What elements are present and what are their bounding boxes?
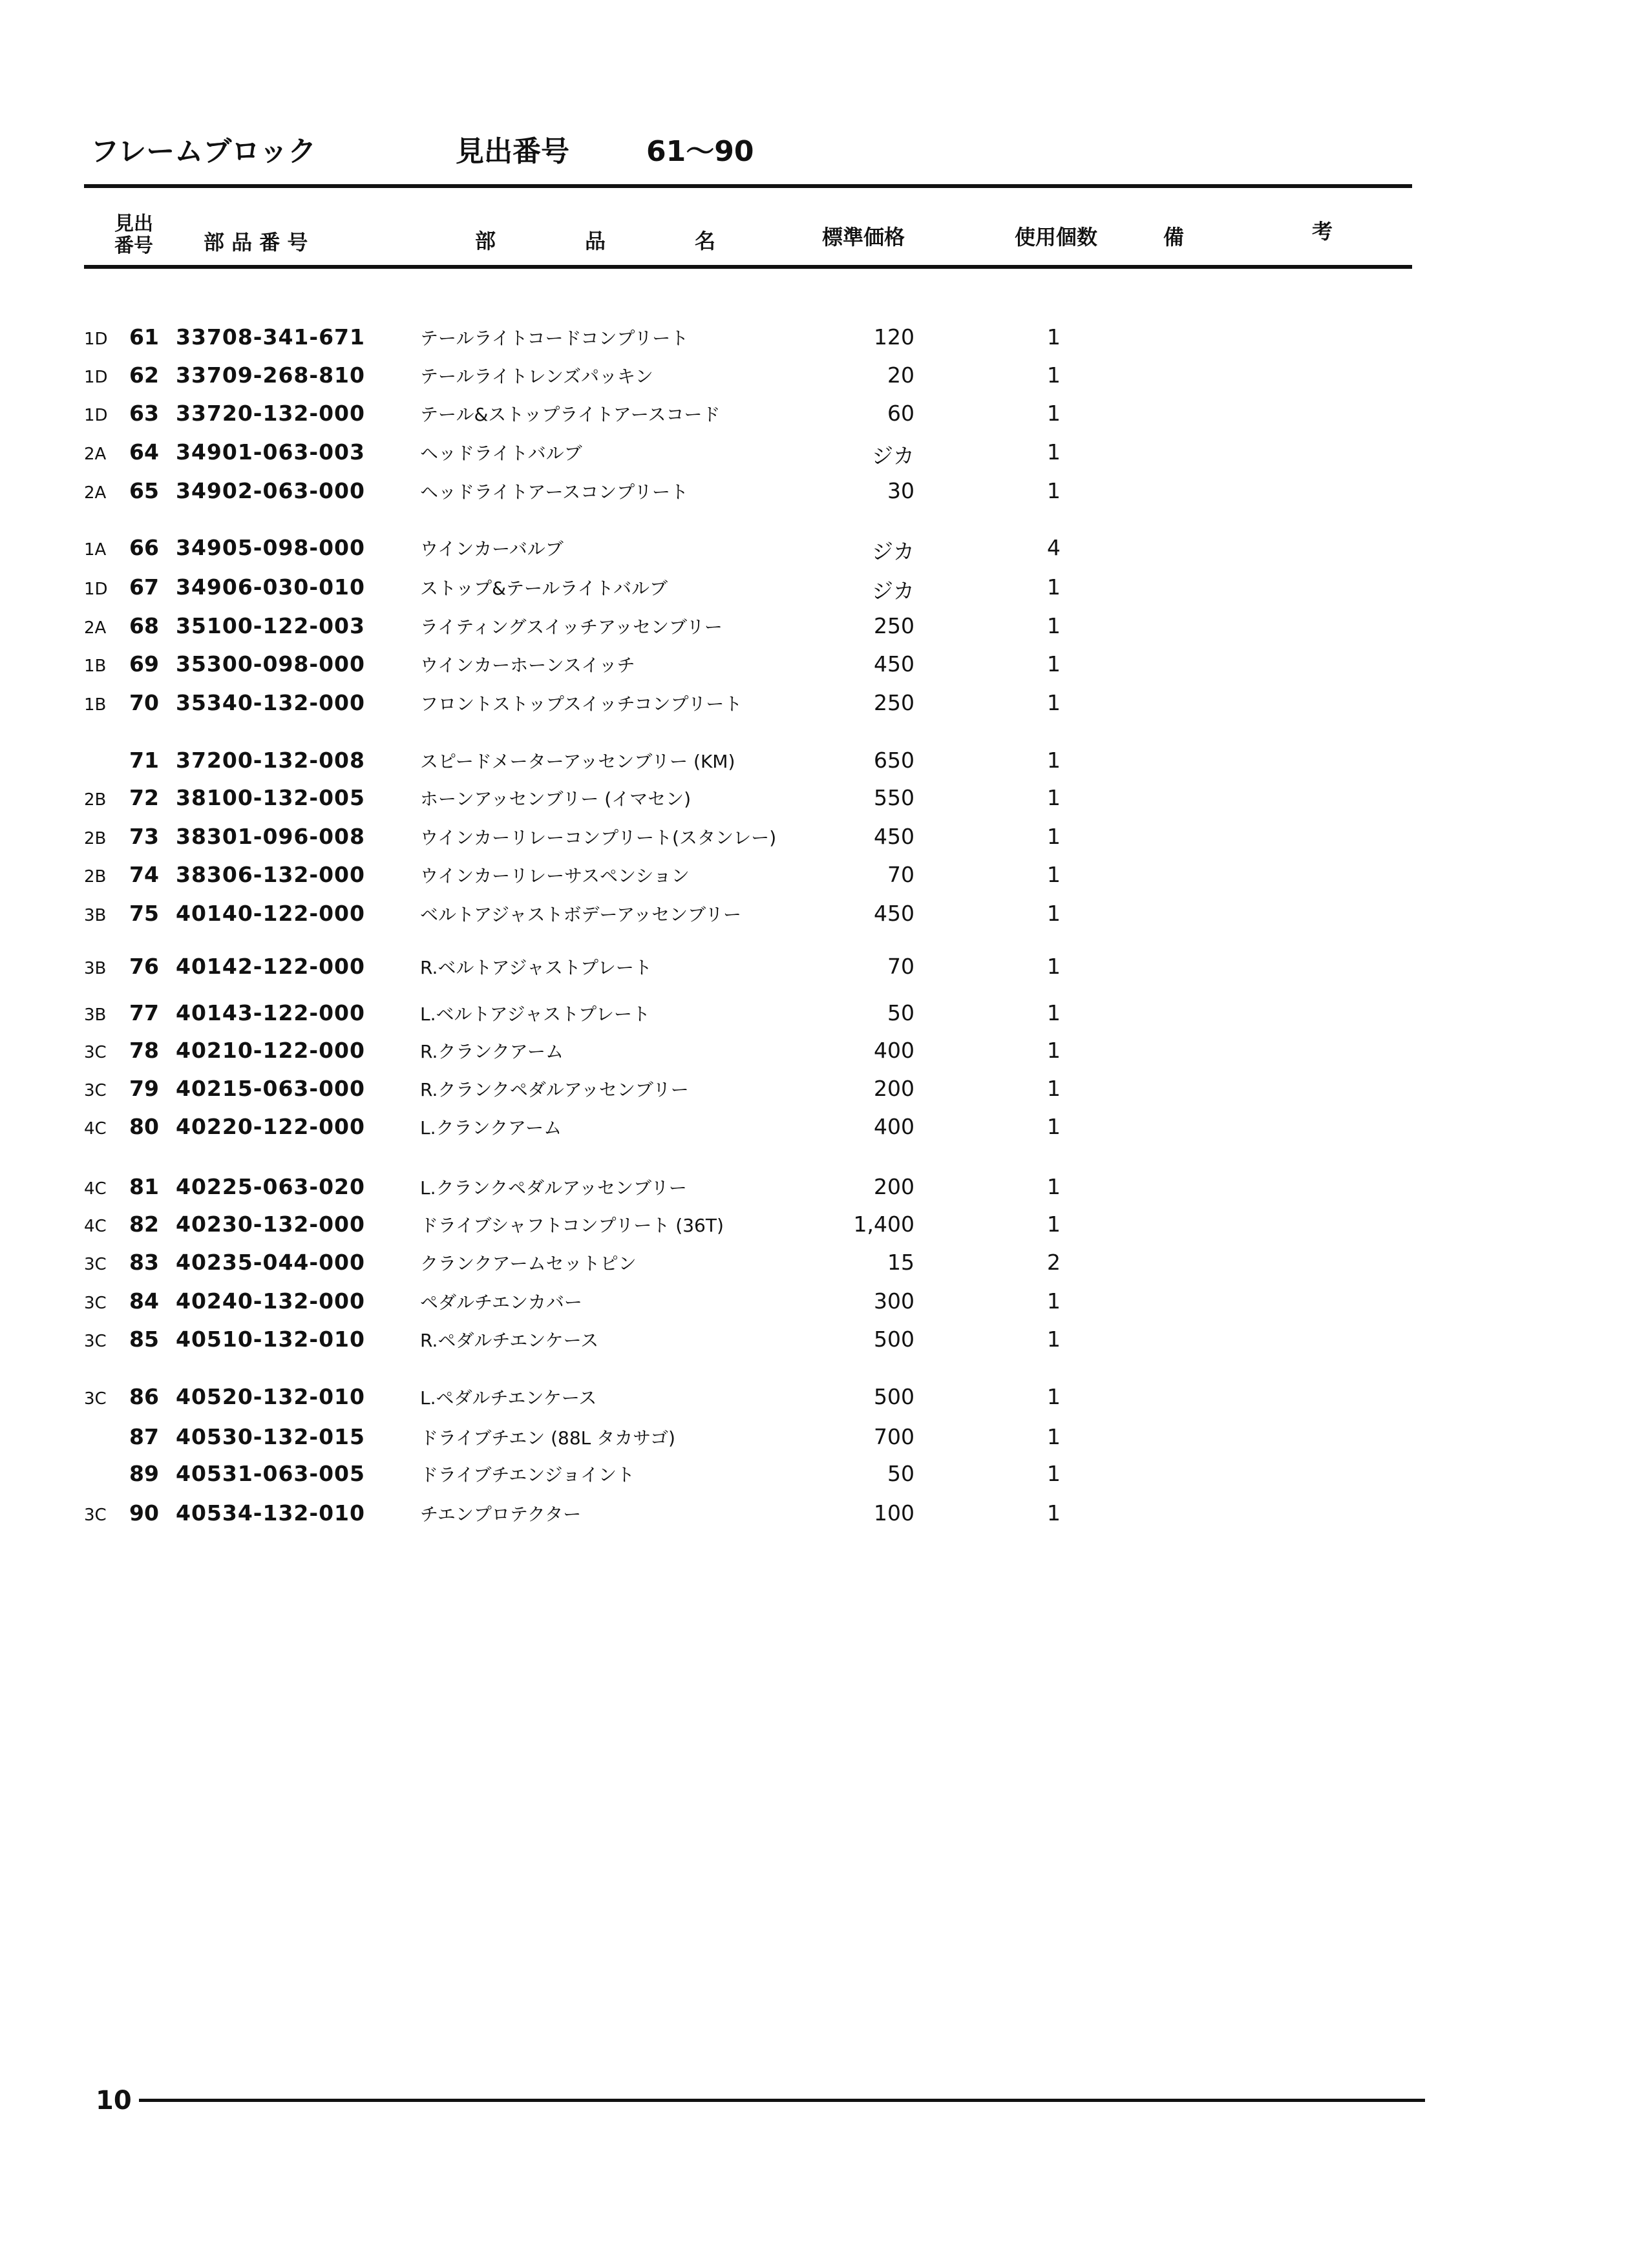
quantity: 1 (1047, 401, 1061, 426)
price: 70 (887, 862, 914, 887)
ref-number: 87 (129, 1424, 159, 1449)
table-row (0, 1327, 1648, 1364)
quantity: 1 (1047, 1424, 1061, 1449)
part-name: クランクアームセットピン (420, 1253, 637, 1274)
part-number: 37200-132-008 (176, 748, 365, 773)
part-number: 38301-096-008 (176, 824, 365, 849)
part-number: 35300-098-000 (176, 651, 365, 677)
part-number: 34901-063-003 (176, 439, 365, 465)
price: 500 (874, 1327, 914, 1352)
price: 700 (874, 1424, 914, 1449)
part-number: 40225-063-020 (176, 1174, 365, 1199)
ref-number: 68 (129, 613, 159, 638)
table-row (0, 574, 1648, 612)
table-row (0, 690, 1648, 728)
ref-number: 75 (129, 901, 159, 926)
col-header-name-2: 品 (585, 229, 606, 253)
table-row (0, 1500, 1648, 1538)
part-number: 38306-132-000 (176, 862, 365, 887)
part-number: 40220-122-000 (176, 1114, 365, 1139)
price: ジカ (872, 578, 914, 604)
table-row (0, 1076, 1648, 1113)
quantity: 1 (1047, 862, 1061, 887)
ref-range: 61〜90 (646, 135, 754, 168)
location-code: 1D (84, 330, 108, 349)
table-row (0, 1000, 1648, 1038)
part-number: 40530-132-015 (176, 1424, 365, 1449)
part-number: 33720-132-000 (176, 401, 365, 426)
price: 100 (874, 1500, 914, 1526)
quantity: 2 (1047, 1250, 1061, 1275)
part-name: L.クランクペダルアッセンブリー (420, 1177, 687, 1199)
location-code: 2B (84, 829, 107, 848)
footer-rule (139, 2099, 1425, 2102)
part-number: 34902-063-000 (176, 478, 365, 503)
part-name: テールライトコードコンプリート (420, 328, 689, 349)
part-name: ヘッドライトバルブ (420, 443, 582, 464)
quantity: 1 (1047, 1076, 1061, 1101)
part-number: 40140-122-000 (176, 901, 365, 926)
price: 15 (887, 1250, 914, 1275)
part-number: 35100-122-003 (176, 613, 365, 638)
price: 500 (874, 1384, 914, 1409)
part-name: R.クランクアーム (420, 1041, 564, 1062)
table-row (0, 535, 1648, 572)
ref-number: 65 (129, 478, 159, 503)
location-code: 2B (84, 867, 107, 887)
table-row (0, 1212, 1648, 1249)
part-number: 40520-132-010 (176, 1384, 365, 1409)
location-code: 4C (84, 1217, 107, 1236)
table-row (0, 862, 1648, 899)
quantity: 1 (1047, 478, 1061, 503)
table-row (0, 1174, 1648, 1212)
price: 70 (887, 954, 914, 979)
table-row (0, 954, 1648, 991)
quantity: 1 (1047, 901, 1061, 926)
quantity: 1 (1047, 748, 1061, 773)
location-code: 1A (84, 540, 107, 560)
ref-number: 69 (129, 651, 159, 677)
quantity: 4 (1047, 535, 1061, 560)
ref-number: 89 (129, 1461, 159, 1486)
price: 200 (874, 1174, 914, 1199)
col-header-qty: 使用個数 (1015, 225, 1098, 249)
location-code: 3C (84, 1255, 107, 1274)
part-name: テール&ストップライトアースコード (420, 404, 721, 425)
ref-number: 72 (129, 785, 159, 810)
part-name: L.クランクアーム (420, 1117, 562, 1139)
price: 300 (874, 1288, 914, 1314)
part-number: 40235-044-000 (176, 1250, 365, 1275)
part-name: L.ペダルチエンケース (420, 1387, 597, 1409)
quantity: 1 (1047, 1500, 1061, 1526)
col-header-price: 標準価格 (822, 225, 905, 249)
col-header-part-number: 部 品 番 号 (204, 230, 308, 255)
price: 50 (887, 1000, 914, 1025)
ref-number: 62 (129, 362, 159, 388)
ref-number: 82 (129, 1212, 159, 1237)
part-number: 34905-098-000 (176, 535, 365, 560)
ref-number: 85 (129, 1327, 159, 1352)
table-row (0, 785, 1648, 823)
location-code: 1D (84, 406, 108, 425)
page-number: 10 (96, 2086, 132, 2116)
part-number: 40215-063-000 (176, 1076, 365, 1101)
price: 400 (874, 1114, 914, 1139)
part-name: ヘッドライトアースコンプリート (420, 481, 688, 503)
ref-number: 67 (129, 574, 159, 600)
part-number: 35340-132-000 (176, 690, 365, 715)
table-row (0, 324, 1648, 362)
ref-number: 83 (129, 1250, 159, 1275)
location-code: 2A (84, 445, 107, 464)
price: ジカ (872, 539, 914, 564)
part-number: 40142-122-000 (176, 954, 365, 979)
table-row (0, 1288, 1648, 1326)
part-name: チエンプロテクター (420, 1504, 582, 1525)
quantity: 1 (1047, 613, 1061, 638)
part-name: ペダルチエンカバー (420, 1292, 582, 1313)
price: 550 (874, 785, 914, 810)
quantity: 1 (1047, 690, 1061, 715)
location-code: 1D (84, 580, 108, 599)
ref-number: 76 (129, 954, 159, 979)
ref-number: 64 (129, 439, 159, 465)
part-name: ドライブチエンジョイント (420, 1464, 635, 1486)
price: 650 (874, 748, 914, 773)
location-code: 2A (84, 483, 107, 503)
part-name: スピードメーターアッセンブリー (KM) (420, 751, 735, 772)
ref-number: 90 (129, 1500, 159, 1526)
location-code: 1B (84, 695, 107, 715)
price: 250 (874, 690, 914, 715)
table-row (0, 651, 1648, 689)
quantity: 1 (1047, 954, 1061, 979)
section-title: フレームブロック (90, 135, 317, 168)
part-number: 33709-268-810 (176, 362, 365, 388)
ref-number: 71 (129, 748, 159, 773)
quantity: 1 (1047, 1174, 1061, 1199)
quantity: 1 (1047, 439, 1061, 465)
ref-number: 81 (129, 1174, 159, 1199)
part-number: 38100-132-005 (176, 785, 365, 810)
table-row (0, 1424, 1648, 1462)
price: ジカ (872, 443, 914, 468)
location-code: 3C (84, 1081, 107, 1100)
location-code: 3C (84, 1389, 107, 1409)
part-number: 33708-341-671 (176, 324, 365, 350)
quantity: 1 (1047, 651, 1061, 677)
quantity: 1 (1047, 1212, 1061, 1237)
part-name: フロントストップスイッチコンプリート (420, 693, 743, 715)
part-name: R.ベルトアジャストプレート (420, 957, 652, 978)
quantity: 1 (1047, 1000, 1061, 1025)
part-name: ベルトアジャストボデーアッセンブリー (420, 904, 742, 925)
quantity: 1 (1047, 785, 1061, 810)
part-number: 40510-132-010 (176, 1327, 365, 1352)
table-row (0, 1461, 1648, 1498)
location-code: 3C (84, 1294, 107, 1313)
quantity: 1 (1047, 1114, 1061, 1139)
part-name: ドライブチエン (88L タカサゴ) (420, 1427, 675, 1449)
ref-number: 79 (129, 1076, 159, 1101)
price: 450 (874, 824, 914, 849)
quantity: 1 (1047, 824, 1061, 849)
header-top-rule (84, 184, 1412, 188)
location-code: 3C (84, 1506, 107, 1525)
part-name: ウインカーリレーコンプリート(スタンレー) (420, 827, 777, 848)
ref-number: 84 (129, 1288, 159, 1314)
quantity: 1 (1047, 324, 1061, 350)
part-number: 40143-122-000 (176, 1000, 365, 1025)
location-code: 4C (84, 1119, 107, 1139)
part-name: ウインカーホーンスイッチ (420, 655, 635, 676)
quantity: 1 (1047, 1384, 1061, 1409)
part-number: 40531-063-005 (176, 1461, 365, 1486)
price: 30 (887, 478, 914, 503)
part-number: 40230-132-000 (176, 1212, 365, 1237)
quantity: 1 (1047, 362, 1061, 388)
col-header-ref (111, 213, 156, 257)
price: 20 (887, 362, 914, 388)
col-header-remarks-2: 考 (1312, 219, 1333, 244)
quantity: 1 (1047, 1461, 1061, 1486)
col-header-ref-line1: 見出 (114, 213, 153, 235)
part-name: ウインカーリレーサスペンション (420, 865, 690, 887)
ref-number: 77 (129, 1000, 159, 1025)
quantity: 1 (1047, 1038, 1061, 1063)
location-code: 3C (84, 1043, 107, 1062)
ref-number: 78 (129, 1038, 159, 1063)
header-bottom-rule (84, 265, 1412, 269)
price: 120 (874, 324, 914, 350)
location-code: 3B (84, 906, 107, 925)
ref-number: 80 (129, 1114, 159, 1139)
ref-number: 73 (129, 824, 159, 849)
table-row (0, 478, 1648, 516)
location-code: 1D (84, 368, 108, 387)
table-row (0, 613, 1648, 651)
part-name: ドライブシャフトコンプリート (36T) (420, 1215, 724, 1236)
part-number: 40240-132-000 (176, 1288, 365, 1314)
ref-number: 70 (129, 690, 159, 715)
location-code: 2A (84, 618, 107, 638)
table-row (0, 1114, 1648, 1151)
table-row (0, 1250, 1648, 1287)
price: 450 (874, 901, 914, 926)
quantity: 1 (1047, 574, 1061, 600)
col-header-name-3: 名 (695, 229, 716, 253)
ref-number: 86 (129, 1384, 159, 1409)
table-row (0, 401, 1648, 438)
price: 200 (874, 1076, 914, 1101)
part-number: 34906-030-010 (176, 574, 365, 600)
quantity: 1 (1047, 1288, 1061, 1314)
col-header-ref-line2: 番号 (114, 235, 153, 257)
col-header-name-1: 部 (475, 229, 496, 253)
table-row (0, 362, 1648, 400)
location-code: 4C (84, 1179, 107, 1199)
location-code: 2B (84, 790, 107, 810)
table-row (0, 748, 1648, 785)
part-name: R.ペダルチエンケース (420, 1330, 599, 1351)
ref-number: 74 (129, 862, 159, 887)
price: 60 (887, 401, 914, 426)
col-header-remarks-1: 備 (1163, 225, 1185, 249)
price: 450 (874, 651, 914, 677)
part-name: ホーンアッセンブリー (イマセン) (420, 788, 692, 810)
table-row (0, 1384, 1648, 1422)
part-name: ウインカーバルブ (420, 538, 564, 560)
part-name: ストップ&テールライトバルブ (420, 578, 668, 599)
table-row (0, 439, 1648, 477)
price: 400 (874, 1038, 914, 1063)
location-code: 3C (84, 1332, 107, 1351)
location-code: 3B (84, 959, 107, 978)
price: 250 (874, 613, 914, 638)
part-number: 40534-132-010 (176, 1500, 365, 1526)
ref-number: 61 (129, 324, 159, 350)
ref-number: 63 (129, 401, 159, 426)
price: 50 (887, 1461, 914, 1486)
part-number: 40210-122-000 (176, 1038, 365, 1063)
table-row (0, 824, 1648, 861)
part-name: L.ベルトアジャストプレート (420, 1003, 651, 1025)
quantity: 1 (1047, 1327, 1061, 1352)
table-row (0, 1038, 1648, 1075)
ref-number: 66 (129, 535, 159, 560)
location-code: 1B (84, 656, 107, 676)
ref-range-label: 見出番号 (456, 135, 569, 168)
part-name: テールライトレンズパッキン (420, 366, 653, 387)
price: 1,400 (853, 1212, 914, 1237)
location-code: 3B (84, 1005, 107, 1025)
part-name: R.クランクペダルアッセンブリー (420, 1079, 689, 1100)
part-name: ライティングスイッチアッセンブリー (420, 616, 723, 638)
table-row (0, 901, 1648, 938)
